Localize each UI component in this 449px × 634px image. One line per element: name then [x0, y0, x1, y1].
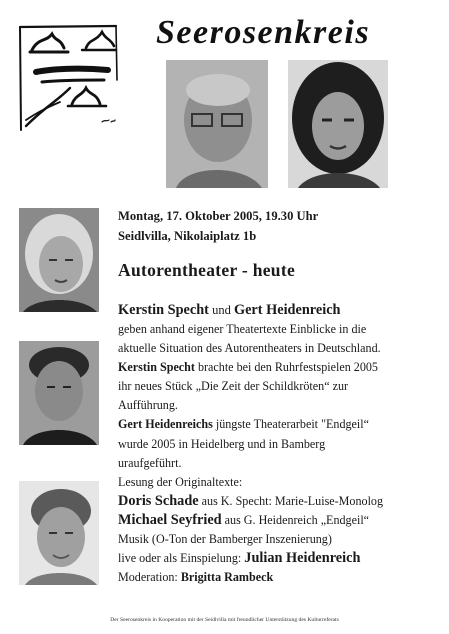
body-line: Michael Seyfried aus G. Heidenreich „Endgeil“ [118, 511, 370, 528]
body-line: geben anhand eigener Theatertexte Einblicke in die [118, 322, 367, 336]
body-line: Aufführung. [118, 398, 178, 413]
footer-note: Der Seerosenkreis in Kooperation mit der Seidlvilla mit freundlicher Unterstützung des Kulturreferats [110, 617, 339, 623]
body-line: Doris Schade aus K. Specht: Marie-Luise-Monolog [118, 492, 384, 509]
event-description [118, 300, 440, 587]
water-lily-drawing-icon [16, 22, 122, 134]
author-name: Kerstin Specht [118, 302, 209, 318]
musician-name: Julian Heidenreich [244, 550, 361, 567]
body-line: Moderation: Brigitta Rambeck [118, 570, 274, 585]
author-name: Gert Heidenreich [233, 302, 341, 318]
portrait-photo [19, 208, 99, 312]
body-line: ihr neues Stück „Die Zeit der Schildkröten“ zur [118, 379, 349, 394]
event-date-time: Montag, 17. Oktober 2005, 19.30 Uhr [118, 209, 319, 223]
body-line: uraufgeführt. [118, 455, 182, 470]
performer-name: Michael Seyfried [118, 511, 222, 528]
event-venue: Seidlvilla, Nikolaiplatz 1b [118, 229, 257, 243]
body-line: Gert Heidenreichs jüngste Theaterarbeit "Endgeil“ [118, 417, 369, 432]
body-line: Musik (O-Ton der Bamberger Inszenierung) [118, 532, 332, 547]
body-line: Kerstin Specht und Gert Heidenreich [118, 302, 341, 318]
body-line: live oder als Einspielung: Julian Heidenreich [118, 550, 361, 567]
performer-name: Doris Schade [118, 492, 199, 509]
portrait-photo [19, 481, 99, 585]
event-info [118, 206, 318, 246]
body-line: aktuelle Situation des Autorentheaters in Deutschland. [118, 341, 381, 356]
body-line: Kerstin Specht brachte bei den Ruhrfestspielen 2005 [118, 360, 378, 375]
seerosenkreis-logo [16, 22, 122, 134]
page-title: Seerosenkreis [156, 14, 371, 51]
portrait-photo [19, 341, 99, 445]
body-line: wurde 2005 in Heidelberg und in Bamberg [118, 436, 326, 451]
body-line: Lesung der Originaltexte: [118, 474, 243, 489]
moderator-name: Brigitta Rambeck [180, 570, 274, 585]
portrait-photo [166, 60, 268, 188]
portrait-photo [288, 60, 388, 188]
event-heading: Autorentheater - heute [118, 260, 296, 280]
